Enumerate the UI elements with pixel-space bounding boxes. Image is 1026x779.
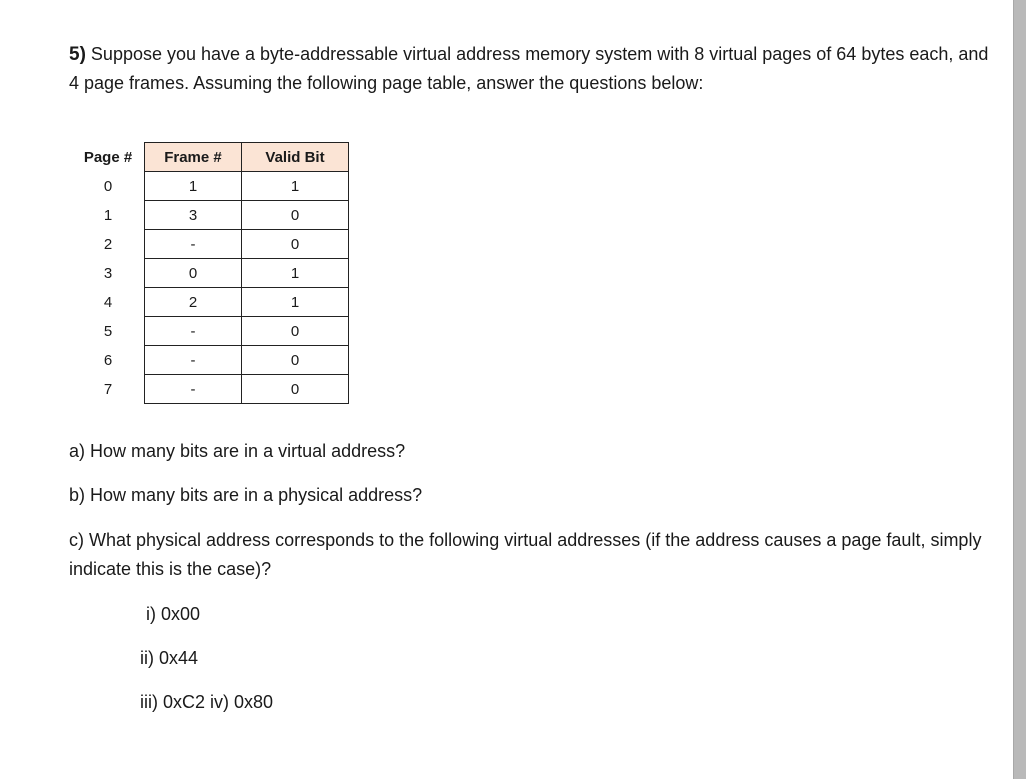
cell-page: 7 [103,380,113,398]
question-part-a: a) How many bits are in a virtual address? [69,441,406,461]
cell-frame: - [145,375,242,404]
cell-frame: - [145,346,242,375]
cell-page: 3 [103,264,113,282]
cell-valid: 1 [242,288,349,317]
table-row [72,230,349,259]
cell-valid: 0 [242,230,349,259]
cell-frame: - [145,317,242,346]
cell-valid: 1 [242,172,349,201]
cell-frame: 1 [145,172,242,201]
question-part-c: c) What physical address corresponds to the following virtual addresses (if the address causes a page fault, simply indicate this is the case)? [69,530,982,579]
question-number: 5) [69,44,86,65]
table-row [72,288,349,317]
cell-page: 4 [103,293,113,311]
header-valid: Valid Bit [242,143,349,172]
cell-valid: 0 [242,201,349,230]
table-row [72,375,349,404]
table-row [72,172,349,201]
question-text: Suppose you have a byte-addressable virtual address memory system with 8 virtual pages of 64 bytes each, and 4 page frames. Assuming the following page table, answer the questions below: [69,44,989,93]
cell-valid: 0 [242,317,349,346]
question-intro [69,40,999,98]
cell-page: 2 [103,235,113,253]
page-table-header-row [72,143,349,172]
cell-page: 0 [103,177,113,195]
cell-page: 1 [103,206,113,224]
table-row [72,317,349,346]
question-part-b: b) How many bits are in a physical address? [69,485,423,505]
table-row [72,346,349,375]
cell-page: 6 [103,351,113,369]
table-row [72,201,349,230]
header-page: Page # [83,148,133,166]
subpart-ii: ii) 0x44 [140,648,199,668]
cell-frame: 0 [145,259,242,288]
table-row [72,259,349,288]
subpart-i: i) 0x00 [146,604,201,624]
cell-frame: 2 [145,288,242,317]
cell-frame: - [145,230,242,259]
vertical-scrollbar[interactable] [1013,0,1026,779]
header-frame: Frame # [145,143,242,172]
cell-valid: 0 [242,346,349,375]
cell-page: 5 [103,322,113,340]
subpart-iii-iv: iii) 0xC2 iv) 0x80 [140,692,274,712]
page-table [72,142,349,404]
cell-valid: 0 [242,375,349,404]
cell-valid: 1 [242,259,349,288]
cell-frame: 3 [145,201,242,230]
